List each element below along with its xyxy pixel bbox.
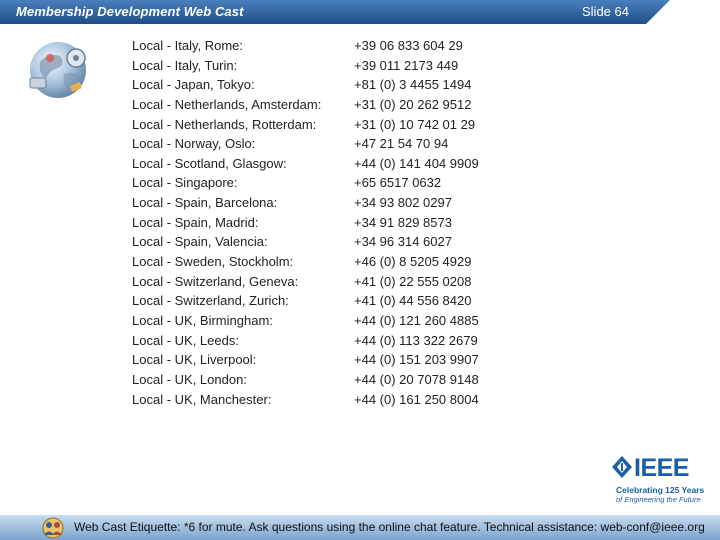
phone-number: +39 06 833 604 29 <box>354 38 463 53</box>
phone-number: +39 011 2173 449 <box>354 57 459 73</box>
location-label: Local - UK, Birmingham: <box>132 312 273 328</box>
phone-number: +31 (0) 10 742 01 29 <box>354 116 476 132</box>
location-label: Local - Singapore: <box>132 175 238 191</box>
phone-number: +41 (0) 44 556 8420 <box>354 293 472 309</box>
phone-number: +81 (0) 3 4455 1494 <box>354 77 472 93</box>
people-icon <box>40 517 66 539</box>
phone-number: +34 91 829 8573 <box>354 214 452 230</box>
location-label: Local - Japan, Tokyo: <box>132 77 255 93</box>
phone-number: +44 (0) 151 203 9907 <box>354 352 479 368</box>
phone-number: +65 6517 0632 <box>354 175 442 191</box>
ieee-tagline-2: of Engineering the Future <box>616 495 701 504</box>
location-label: Local - Scotland, Glasgow: <box>132 155 287 171</box>
header-bar <box>0 0 720 24</box>
footer-bar <box>0 515 720 540</box>
ieee-tagline-1: Celebrating 125 Years <box>616 485 705 495</box>
location-label: Local - Norway, Oslo: <box>132 136 256 152</box>
location-label: Local - Sweden, Stockholm: <box>132 254 294 270</box>
phone-number: +47 21 54 70 94 <box>354 136 449 152</box>
phone-number: +44 (0) 113 322 2679 <box>354 332 478 348</box>
ieee-logo <box>612 452 708 508</box>
presentation-title: Membership Development Web Cast <box>16 4 244 19</box>
location-label: Local - Netherlands, Rotterdam: <box>132 116 317 132</box>
location-label: Local - Italy, Rome: <box>132 38 244 53</box>
location-label: Local - UK, Liverpool: <box>132 352 257 368</box>
phone-number: +34 96 314 6027 <box>354 234 452 250</box>
phone-number: +31 (0) 20 262 9512 <box>354 96 472 112</box>
location-label: Local - UK, Manchester: <box>132 391 272 407</box>
phone-number: +44 (0) 121 260 4885 <box>354 312 479 328</box>
phone-number: +46 (0) 8 5205 4929 <box>354 254 472 270</box>
location-label: Local - Spain, Barcelona: <box>132 195 278 211</box>
phone-number: +41 (0) 22 555 0208 <box>354 273 472 289</box>
location-label: Local - Italy, Turin: <box>132 57 238 73</box>
phone-number: +44 (0) 141 404 9909 <box>354 155 479 171</box>
location-label: Local - Switzerland, Zurich: <box>132 293 289 309</box>
phone-number: +44 (0) 20 7078 9148 <box>354 371 479 387</box>
location-label: Local - Spain, Madrid: <box>132 214 259 230</box>
slide-number: Slide 64 <box>582 4 629 19</box>
footer-etiquette-text: Web Cast Etiquette: *6 for mute. Ask questions using the online chat feature. Technical assistance: web-conf@ieee.org <box>74 520 705 534</box>
location-label: Local - Switzerland, Geneva: <box>132 273 299 289</box>
phone-number: +34 93 802 0297 <box>354 195 452 211</box>
location-label: Local - Netherlands, Amsterdam: <box>132 96 322 112</box>
location-label: Local - UK, London: <box>132 371 247 387</box>
location-label: Local - UK, Leeds: <box>132 332 239 348</box>
ieee-wordmark: IEEE <box>634 454 689 482</box>
location-label: Local - Spain, Valencia: <box>132 234 268 250</box>
ieee-diamond-icon <box>612 456 632 478</box>
globe-icon <box>24 34 96 106</box>
phone-number: +44 (0) 161 250 8004 <box>354 391 479 407</box>
